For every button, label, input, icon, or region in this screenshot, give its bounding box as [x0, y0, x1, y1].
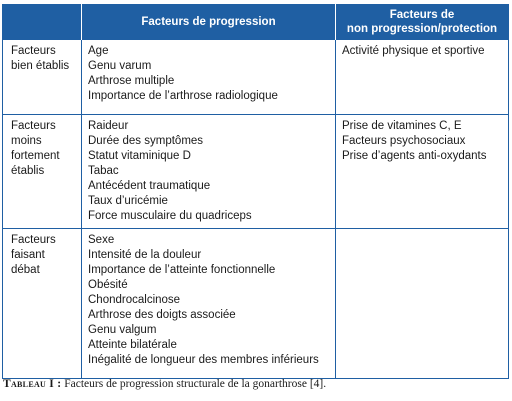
category-cell — [3, 40, 82, 115]
progression-item: Arthrose multiple — [88, 75, 175, 87]
category-item: faisant — [11, 249, 45, 261]
non-progression-cell — [336, 40, 509, 115]
table-row — [3, 115, 509, 229]
caption-label: Tableau I : — [3, 378, 62, 390]
progression-item: Durée des symptômes — [88, 135, 204, 147]
non-progression-cell — [336, 229, 509, 379]
header-progression: Facteurs de progression — [82, 5, 336, 40]
progression-item: Force musculaire du quadriceps — [88, 210, 252, 222]
table-header-row — [3, 5, 509, 40]
progression-item: Raideur — [88, 120, 129, 132]
category-item: Facteurs — [11, 120, 56, 132]
progression-item: Arthrose des doigts associée — [88, 309, 236, 321]
category-item: moins — [11, 135, 42, 147]
category-item: établis — [11, 165, 45, 177]
category-item: Facteurs — [11, 45, 56, 57]
progression-item: Obésité — [88, 279, 128, 291]
progression-item: Tabac — [88, 165, 119, 177]
caption-text: Facteurs de progression structurale de la gonarthrose [4]. — [61, 378, 327, 390]
progression-item: Genu varum — [88, 60, 152, 72]
progression-item: Atteinte bilatérale — [88, 339, 177, 351]
non-progression-item: Activité physique et sportive — [342, 45, 485, 57]
progression-item: Chondrocalcinose — [88, 294, 181, 306]
progression-item: Genu valgum — [88, 324, 157, 336]
category-cell — [3, 115, 82, 229]
progression-item: Age — [88, 45, 109, 57]
progression-item: Intensité de la douleur — [88, 249, 202, 261]
table-body — [3, 40, 509, 379]
progression-item: Sexe — [88, 234, 115, 246]
non-progression-item: Prise d’agents anti-oxydants — [342, 150, 487, 162]
header-category — [3, 5, 82, 40]
header-non-progression-line: non progression/protection — [346, 23, 498, 35]
progression-item: Taux d’uricémie — [88, 195, 168, 207]
progression-item: Importance de l’atteinte fonctionnelle — [88, 264, 276, 276]
table-row — [3, 40, 509, 115]
progression-cell — [82, 40, 336, 115]
category-item: fortement — [11, 150, 60, 162]
progression-cell — [82, 229, 336, 379]
table-row — [3, 229, 509, 379]
category-item: bien établis — [11, 60, 70, 72]
factors-table — [2, 4, 509, 379]
progression-item: Antécédent traumatique — [88, 180, 211, 192]
non-progression-item: Prise de vitamines C, E — [342, 120, 462, 132]
header-non-progression-line: Facteurs de — [389, 9, 455, 21]
progression-item: Statut vitaminique D — [88, 150, 191, 162]
non-progression-item: Facteurs psychosociaux — [342, 135, 466, 147]
table-caption — [3, 378, 326, 390]
category-item: Facteurs — [11, 234, 56, 246]
header-non-progression — [336, 5, 509, 40]
progression-cell — [82, 115, 336, 229]
category-cell — [3, 229, 82, 379]
progression-item: Inégalité de longueur des membres inférieurs — [88, 354, 319, 366]
category-item: débat — [11, 264, 40, 276]
progression-item: Importance de l’arthrose radiologique — [88, 90, 278, 102]
non-progression-cell — [336, 115, 509, 229]
